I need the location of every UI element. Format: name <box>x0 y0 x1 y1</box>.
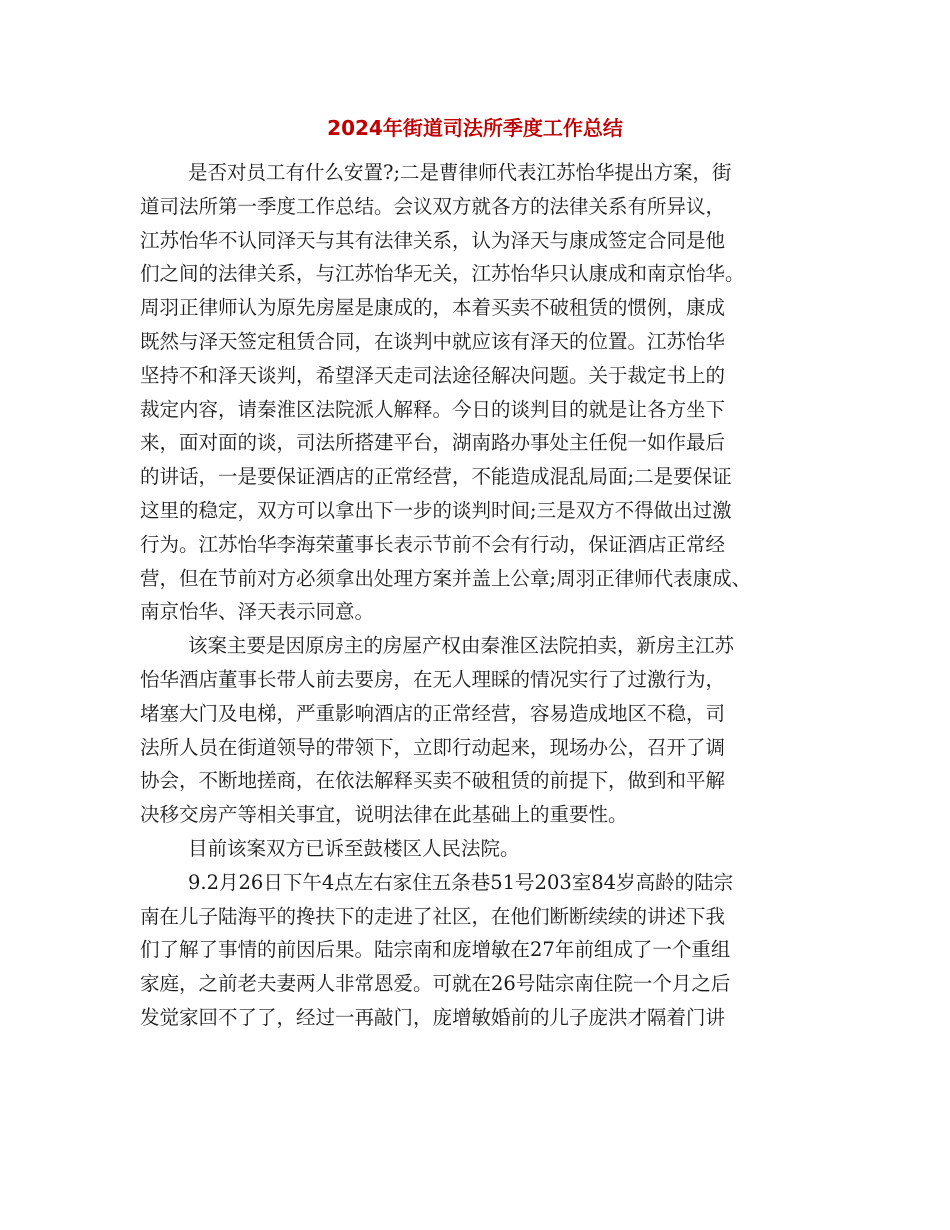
text-line: 该案主要是因原房主的房屋产权由秦淮区法院拍卖，新房主江苏 <box>188 634 735 658</box>
text-line: 裁定内容，请秦淮区法院派人解释。今日的谈判目的就是让各方坐下 <box>140 397 726 421</box>
paragraph <box>140 866 830 1035</box>
text-line: 9.2月26日下午4点左右家住五条巷51号203室84岁高龄的陆宗 <box>188 870 734 894</box>
text-line: 发觉家回不了了，经过一再敲门，庞增敏婚前的儿子庞洪才隔着门讲 <box>140 1005 726 1029</box>
text-line: 南在儿子陆海平的搀扶下的走进了社区，在他们断断续续的讲述下我 <box>140 904 726 928</box>
text-line: 协会，不断地搓商，在依法解释买卖不破租赁的前提下，做到和平解 <box>140 769 726 793</box>
paragraph <box>140 156 830 629</box>
text-line: 的讲话，一是要保证酒店的正常经营，不能造成混乱局面;二是要保证 <box>140 465 732 489</box>
text-line: 们之间的法律关系，与江苏怡华无关，江苏怡华只认康成和南京怡华。 <box>140 262 745 286</box>
text-line: 来，面对面的谈，司法所搭建平台，湖南路办事处主任倪一如作最后 <box>140 431 726 455</box>
text-line: 江苏怡华不认同泽天与其有法律关系，认为泽天与康成签定合同是他 <box>140 228 726 252</box>
text-line: 目前该案双方已诉至鼓楼区人民法院。 <box>188 836 520 860</box>
text-line: 这里的稳定，双方可以拿出下一步的谈判时间;三是双方不得做出过激 <box>140 498 732 522</box>
text-line: 行为。江苏怡华李海荣董事长表示节前不会有行动，保证酒店正常经 <box>140 532 726 556</box>
text-line: 既然与泽天签定租赁合同，在谈判中就应该有泽天的位置。江苏怡华 <box>140 329 726 353</box>
paragraph <box>140 629 830 832</box>
text-line: 们了解了事情的前因后果。陆宗南和庞增敏在27年前组成了一个重组 <box>140 938 731 962</box>
text-line: 营，但在节前对方必须拿出处理方案并盖上公章;周羽正律师代表康成、 <box>140 566 752 590</box>
document-title: 2024年街道司法所季度工作总结 <box>327 116 623 140</box>
text-line: 道司法所第一季度工作总结。会议双方就各方的法律关系有所异议， <box>140 194 726 218</box>
text-line: 是否对员工有什么安置?;二是曹律师代表江苏怡华提出方案，街 <box>188 161 732 184</box>
text-line: 周羽正律师认为原先房屋是康成的，本着买卖不破租赁的惯例，康成 <box>140 296 726 320</box>
document-body <box>140 156 830 1035</box>
text-line: 坚持不和泽天谈判，希望泽天走司法途径解决问题。关于裁定书上的 <box>140 363 726 387</box>
paragraph <box>140 832 830 866</box>
text-line: 决移交房产等相关事宜，说明法律在此基础上的重要性。 <box>140 803 628 827</box>
text-line: 怡华酒店董事长带人前去要房，在无人理睬的情况实行了过激行为， <box>140 667 726 691</box>
text-line: 家庭，之前老夫妻两人非常恩爱。可就在26号陆宗南住院一个月之后 <box>140 972 731 996</box>
text-line: 法所人员在街道领导的带领下，立即行动起来，现场办公，召开了调 <box>140 735 726 759</box>
text-line: 南京怡华、泽天表示同意。 <box>140 600 375 624</box>
text-line: 堵塞大门及电梯，严重影响酒店的正常经营，容易造成地区不稳，司 <box>140 701 726 725</box>
